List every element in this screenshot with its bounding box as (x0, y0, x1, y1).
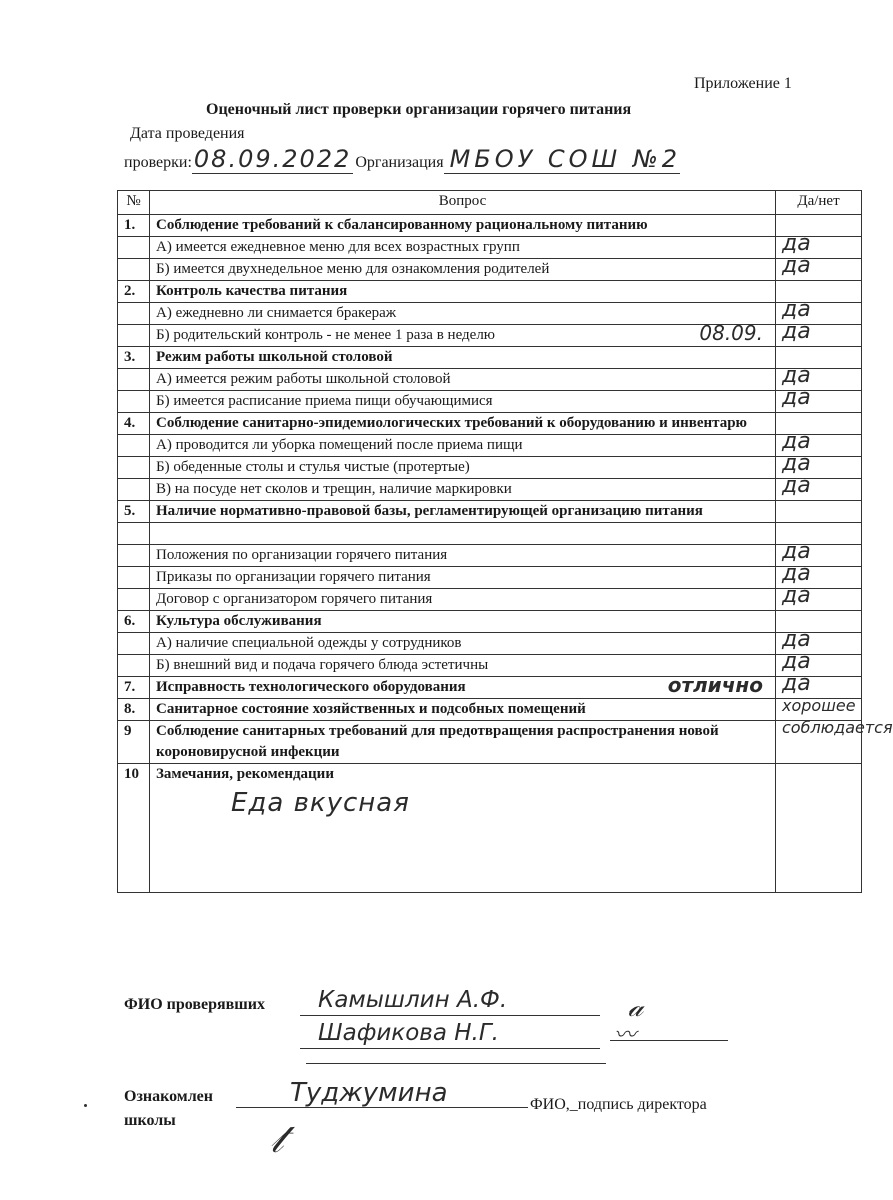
answer-text: да (782, 429, 811, 454)
question-text: В) на посуде нет сколов и трещин, наличие маркировки (156, 481, 512, 497)
row-num: 6. (118, 611, 150, 633)
row-num (118, 567, 150, 589)
remarks-cell (150, 764, 776, 893)
inspectors-label: ФИО проверявших (124, 996, 266, 1013)
row-num: 7. (118, 677, 150, 699)
question-text: Санитарное состояние хозяйственных и подсобных помещений (156, 701, 586, 717)
remarks-value: Еда вкусная (231, 788, 410, 818)
table-row (118, 589, 862, 611)
answer-text: да (782, 649, 811, 674)
date-org-row (124, 145, 680, 174)
row-question (150, 303, 776, 325)
row-num (118, 523, 150, 545)
question-text: Соблюдение санитарных требований для предотвращения распространения новой короновирусной инфекции (156, 723, 719, 760)
row-question (150, 413, 776, 435)
director-name: Туджумина (290, 1078, 448, 1108)
answer-text: соблюдается (782, 718, 893, 737)
table-row (118, 633, 862, 655)
remarks-answer-cell (776, 764, 862, 893)
row-question (150, 673, 776, 699)
answer-text: да (782, 627, 811, 652)
row-question (150, 545, 776, 567)
question-text: Культура обслуживания (156, 613, 322, 629)
question-text: А) наличие специальной одежды у сотрудников (156, 635, 462, 651)
date-value: 08.09.2022 (193, 145, 352, 173)
row-num (118, 545, 150, 567)
handwritten-note: отлично (667, 673, 763, 697)
date-label: Дата проведения (130, 125, 245, 142)
row-answer (776, 319, 862, 347)
row-question (150, 721, 776, 764)
row-question (150, 699, 776, 721)
table-row (118, 281, 862, 303)
header-question: Вопрос (150, 191, 776, 215)
remarks-label: Замечания, рекомендации (156, 766, 334, 782)
question-text: Положения по организации горячего питания (156, 547, 448, 563)
question-text: Б) имеется двухнедельное меню для ознакомления родителей (156, 261, 550, 277)
row-question (150, 611, 776, 633)
row-num: 3. (118, 347, 150, 369)
question-text: Б) внешний вид и подача горячего блюда эстетичны (156, 657, 489, 673)
question-text: Соблюдение санитарно-эпидемиологических требований к оборудованию и инвентарю (156, 415, 748, 431)
inspector-2: Шафикова Н.Г. (300, 1018, 600, 1049)
row-num (118, 391, 150, 413)
remarks-row (118, 764, 862, 893)
row-answer (776, 385, 862, 413)
scan-dot (84, 1104, 87, 1107)
row-num: 2. (118, 281, 150, 303)
question-text: А) имеется ежедневное меню для всех возрастных групп (156, 239, 520, 255)
row-num (118, 259, 150, 281)
date-label-2: проверки: (124, 154, 192, 171)
row-question (150, 633, 776, 655)
row-num (118, 303, 150, 325)
row-question (150, 479, 776, 501)
row-question (150, 281, 776, 303)
row-num (118, 435, 150, 457)
question-text: Соблюдение требований к сбалансированному рациональному питанию (156, 217, 648, 233)
table-row (118, 699, 862, 721)
question-text: Б) обеденные столы и стулья чистые (протертые) (156, 459, 470, 475)
table-header-row (118, 191, 862, 215)
question-text: Наличие нормативно-правовой базы, регламентирующей организацию питания (156, 503, 703, 519)
row-question (150, 237, 776, 259)
row-question (150, 215, 776, 237)
row-question (150, 435, 776, 457)
school-label: школы (124, 1112, 176, 1129)
table-row (118, 545, 862, 567)
question-text: Приказы по организации горячего питания (156, 569, 431, 585)
row-num (118, 633, 150, 655)
checklist-body (118, 215, 893, 764)
row-question (150, 321, 776, 347)
acknowledged-label: Ознакомлен (124, 1088, 213, 1105)
row-question (150, 523, 776, 545)
answer-text: да (782, 451, 811, 476)
row-answer (776, 718, 893, 764)
director-signature: 𝓉 (270, 1116, 284, 1162)
row-question (150, 567, 776, 589)
row-question (150, 369, 776, 391)
signature-line (306, 1063, 606, 1064)
row-num (118, 457, 150, 479)
table-row (118, 501, 862, 523)
org-value: МБОУ СОШ №2 (444, 145, 680, 174)
org-label: Организация (355, 154, 444, 171)
question-text: Б) имеется расписание приема пищи обучающимися (156, 393, 493, 409)
header-num: № (118, 191, 150, 215)
inspector-signature-1: 𝒶 (628, 990, 644, 1023)
row-question (150, 457, 776, 479)
row-num: 4. (118, 413, 150, 435)
table-row (118, 523, 862, 545)
table-row (118, 457, 862, 479)
row-question (150, 501, 776, 523)
question-text: Б) родительский контроль - не менее 1 раза в неделю (156, 327, 496, 343)
row-num: 8. (118, 699, 150, 721)
answer-text: да (782, 539, 811, 564)
row-num: 5. (118, 501, 150, 523)
table-row (118, 721, 862, 764)
answer-text: да (782, 385, 811, 410)
table-row (118, 369, 862, 391)
table-row (118, 677, 862, 699)
answer-text: да (782, 671, 811, 696)
table-row (118, 435, 862, 457)
question-text: А) ежедневно ли снимается бракераж (156, 305, 397, 321)
remarks-num: 10 (118, 764, 150, 893)
table-row (118, 391, 862, 413)
header-answer: Да/нет (776, 191, 862, 215)
row-question (150, 391, 776, 413)
row-num (118, 237, 150, 259)
row-answer (776, 473, 862, 501)
question-text: А) имеется режим работы школьной столовой (156, 371, 451, 387)
answer-text: да (782, 583, 811, 608)
table-row (118, 567, 862, 589)
answer-text: да (782, 253, 811, 278)
answer-text: да (782, 561, 811, 586)
row-question (150, 589, 776, 611)
row-num (118, 325, 150, 347)
row-num (118, 655, 150, 677)
table-row (118, 237, 862, 259)
row-question (150, 347, 776, 369)
inspector-1: Камышлин А.Ф. (300, 985, 600, 1016)
answer-text: да (782, 319, 811, 344)
answer-text: да (782, 231, 811, 256)
question-text: Договор с организатором горячего питания (156, 591, 433, 607)
row-answer (776, 253, 862, 281)
row-num: 9 (118, 721, 150, 764)
answer-text: да (782, 297, 811, 322)
row-num: 1. (118, 215, 150, 237)
question-text: Контроль качества питания (156, 283, 348, 299)
answer-text: да (782, 473, 811, 498)
appendix-label: Приложение 1 (694, 75, 792, 92)
checklist-table (117, 190, 893, 893)
row-answer (776, 501, 862, 523)
question-text: Режим работы школьной столовой (156, 349, 393, 365)
answer-text: хорошее (782, 696, 856, 715)
table-row (118, 215, 862, 237)
row-num (118, 479, 150, 501)
table-row (118, 479, 862, 501)
document-title: Оценочный лист проверки организации горячего питания (206, 101, 632, 118)
inspectors-block (300, 985, 600, 1049)
row-answer (776, 583, 862, 611)
table-row (118, 325, 862, 347)
question-text: А) проводится ли уборка помещений после приема пищи (156, 437, 523, 453)
handwritten-note: 08.09. (699, 321, 763, 345)
row-question (150, 259, 776, 281)
table-row (118, 611, 862, 633)
table-row (118, 413, 862, 435)
table-row (118, 347, 862, 369)
answer-text: да (782, 363, 811, 388)
inspector-signature-2: 〰 (614, 1023, 637, 1048)
row-num (118, 589, 150, 611)
director-fio-label: ФИО,_подпись директора (530, 1096, 707, 1113)
row-num (118, 369, 150, 391)
question-text: Исправность технологического оборудования (156, 679, 466, 695)
table-row (118, 259, 862, 281)
